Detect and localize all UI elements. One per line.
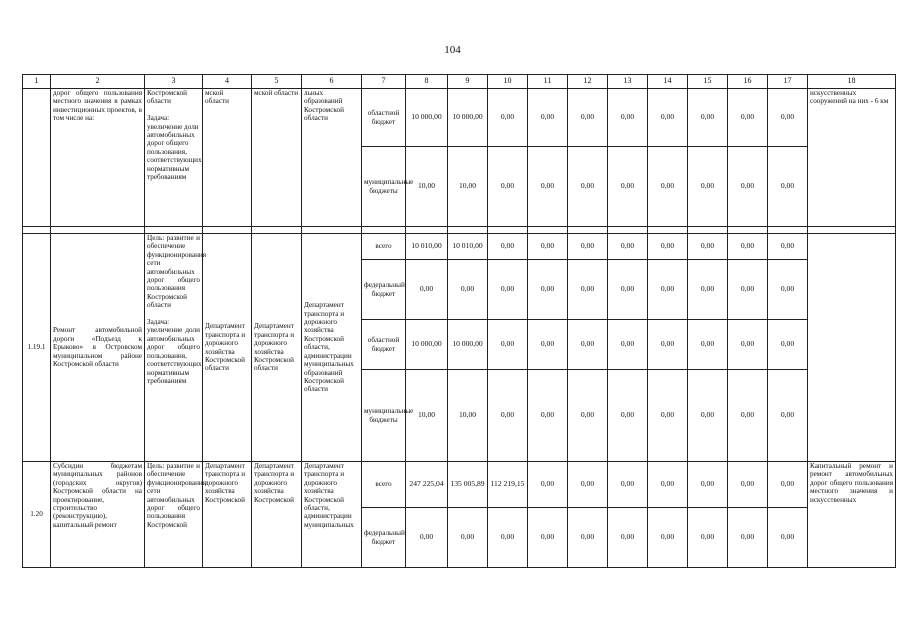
value-cell: 0,00: [728, 320, 768, 370]
funding-source: муниципальные бюджеты: [362, 370, 406, 462]
table-row: [23, 462, 896, 508]
value-cell: 0,00: [568, 260, 608, 320]
value-cell: 0,00: [488, 508, 528, 568]
value-cell: 0,00: [528, 320, 568, 370]
value-cell: 0,00: [608, 234, 648, 260]
value-cell: 0,00: [688, 462, 728, 508]
value-cell: 10 010,00: [406, 234, 448, 260]
table-row: [23, 89, 896, 147]
value-cell: 0,00: [728, 508, 768, 568]
value-cell: 0,00: [688, 147, 728, 227]
responsible-cell: Департамент транспорта и дорожного хозяйства Костромской: [203, 462, 252, 568]
funding-source: всего: [362, 462, 406, 508]
value-cell: 0,00: [728, 89, 768, 147]
value-cell: 0,00: [688, 370, 728, 462]
participants-cell: льных образований Костромской области: [302, 89, 362, 227]
value-cell: 0,00: [768, 260, 808, 320]
value-cell: 0,00: [448, 260, 488, 320]
value-cell: 0,00: [406, 260, 448, 320]
value-cell: 0,00: [648, 320, 688, 370]
value-cell: 0,00: [608, 320, 648, 370]
value-cell: 0,00: [568, 147, 608, 227]
value-cell: 0,00: [528, 89, 568, 147]
value-cell: 10,00: [406, 147, 448, 227]
goal-task-cell: Цель: развитие и обеспечение функционирования сети автомобильных дорог общего пользования Костромской области Задача: увеличение доли автомобильных дорог общего пользования, соответствующих нормативным требованиям: [145, 234, 203, 462]
value-cell: 0,00: [608, 370, 648, 462]
value-cell: 0,00: [608, 508, 648, 568]
page-number: 104: [444, 44, 461, 56]
col-header: 14: [648, 75, 688, 89]
value-cell: 0,00: [768, 462, 808, 508]
col-header: 13: [608, 75, 648, 89]
value-cell: 0,00: [528, 260, 568, 320]
col-header: 7: [362, 75, 406, 89]
value-cell: 0,00: [528, 234, 568, 260]
value-cell: 0,00: [568, 462, 608, 508]
value-cell: 10,00: [448, 370, 488, 462]
header-row: [23, 75, 896, 89]
value-cell: 0,00: [608, 89, 648, 147]
value-cell: 0,00: [728, 234, 768, 260]
value-cell: 0,00: [768, 370, 808, 462]
value-cell: 0,00: [406, 508, 448, 568]
value-cell: 0,00: [648, 89, 688, 147]
funding-source: всего: [362, 234, 406, 260]
coexecutor-cell: Департамент транспорта и дорожного хозяйства Костромской области: [252, 234, 302, 462]
value-cell: 0,00: [488, 147, 528, 227]
col-header: 3: [145, 75, 203, 89]
value-cell: 0,00: [488, 234, 528, 260]
value-cell: 0,00: [648, 462, 688, 508]
coexecutor-cell: мской области: [252, 89, 302, 227]
value-cell: 0,00: [528, 462, 568, 508]
value-cell: 0,00: [688, 508, 728, 568]
col-header: 17: [768, 75, 808, 89]
value-cell: 0,00: [568, 370, 608, 462]
col-header: 4: [203, 75, 252, 89]
value-cell: 0,00: [528, 370, 568, 462]
value-cell: 0,00: [688, 320, 728, 370]
participants-cell: Департамент транспорта и дорожного хозяйства Костромской области, администрации муниципальных: [302, 462, 362, 568]
value-cell: 0,00: [448, 508, 488, 568]
col-header: 16: [728, 75, 768, 89]
value-cell: 0,00: [568, 508, 608, 568]
value-cell: 0,00: [728, 370, 768, 462]
col-header: 5: [252, 75, 302, 89]
program-table: [22, 74, 896, 568]
funding-source: федеральный бюджет: [362, 260, 406, 320]
item-number: 1.19.1: [23, 234, 51, 462]
item-description: Ремонт автомобильной дороги «Подъезд к Ерыково» в Островском муниципальном районе Костромской области: [51, 234, 145, 462]
value-cell: 0,00: [648, 234, 688, 260]
value-cell: 10 010,00: [448, 234, 488, 260]
value-cell: 0,00: [648, 260, 688, 320]
item-number-cell: [23, 89, 51, 227]
value-cell: 0,00: [568, 234, 608, 260]
value-cell: 0,00: [648, 370, 688, 462]
item-description: Субсидии бюджетам муниципальных районов (городских округов) Костромской области на проектирование, строительство (реконструкцию), капитальный ремонт: [51, 462, 145, 568]
coexecutor-cell: Департамент транспорта и дорожного хозяйства Костромской: [252, 462, 302, 568]
value-cell: 0,00: [608, 147, 648, 227]
col-header: 6: [302, 75, 362, 89]
value-cell: 112 219,15: [488, 462, 528, 508]
value-cell: 10 000,00: [448, 89, 488, 147]
value-cell: 0,00: [488, 370, 528, 462]
col-header: 8: [406, 75, 448, 89]
value-cell: 0,00: [768, 234, 808, 260]
responsible-cell: Департамент транспорта и дорожного хозяйства Костромской области: [203, 234, 252, 462]
result-cell: Капитальный ремонт и ремонт автомобильных дорог общего пользования местного значения и искусственных: [808, 462, 896, 568]
col-header: 18: [808, 75, 896, 89]
value-cell: 0,00: [768, 147, 808, 227]
value-cell: 10 000,00: [448, 320, 488, 370]
funding-source: муниципальные бюджеты: [362, 147, 406, 227]
value-cell: 0,00: [728, 260, 768, 320]
col-header: 10: [488, 75, 528, 89]
value-cell: 10 000,00: [406, 89, 448, 147]
col-header: 15: [688, 75, 728, 89]
participants-cell: Департамент транспорта и дорожного хозяйства Костромской области, администрации муниципальных образований Костромской области: [302, 234, 362, 462]
value-cell: 0,00: [728, 462, 768, 508]
value-cell: 0,00: [488, 89, 528, 147]
value-cell: 0,00: [688, 89, 728, 147]
value-cell: 10,00: [406, 370, 448, 462]
value-cell: 0,00: [688, 234, 728, 260]
value-cell: 0,00: [488, 320, 528, 370]
funding-source: федеральный бюджет: [362, 508, 406, 568]
table-row: [23, 234, 896, 260]
funding-source: областной бюджет: [362, 320, 406, 370]
col-header: 9: [448, 75, 488, 89]
responsible-cell: мской области: [203, 89, 252, 227]
goal-task-cell: Костромской области Задача: увеличение доли автомобильных дорог общего пользования, соответствующих нормативным требованиям: [145, 89, 203, 227]
value-cell: 0,00: [488, 260, 528, 320]
value-cell: 0,00: [608, 462, 648, 508]
funding-source: областной бюджет: [362, 89, 406, 147]
value-cell: 0,00: [728, 147, 768, 227]
value-cell: 10 000,00: [406, 320, 448, 370]
value-cell: 0,00: [648, 147, 688, 227]
col-header: 11: [528, 75, 568, 89]
value-cell: 0,00: [608, 260, 648, 320]
value-cell: 0,00: [648, 508, 688, 568]
value-cell: 0,00: [528, 147, 568, 227]
item-description: дорог общего пользования местного значения в рамках инвестиционных проектов, в том числе на:: [51, 89, 145, 227]
col-header: 2: [51, 75, 145, 89]
result-cell: искусственных сооружений на них - 6 км: [808, 89, 896, 227]
value-cell: 0,00: [528, 508, 568, 568]
value-cell: 135 005,89: [448, 462, 488, 508]
value-cell: 0,00: [768, 320, 808, 370]
result-cell: [808, 234, 896, 462]
value-cell: 0,00: [688, 260, 728, 320]
value-cell: 247 225,04: [406, 462, 448, 508]
value-cell: 0,00: [568, 320, 608, 370]
col-header: 12: [568, 75, 608, 89]
value-cell: 0,00: [768, 508, 808, 568]
value-cell: 0,00: [768, 89, 808, 147]
value-cell: 10,00: [448, 147, 488, 227]
goal-task-cell: Цель: развитие и обеспечение функционирования сети автомобильных дорог общего пользования Костромской: [145, 462, 203, 568]
separator-row: [23, 227, 896, 234]
col-header: 1: [23, 75, 51, 89]
value-cell: 0,00: [568, 89, 608, 147]
item-number: 1.20: [23, 462, 51, 568]
